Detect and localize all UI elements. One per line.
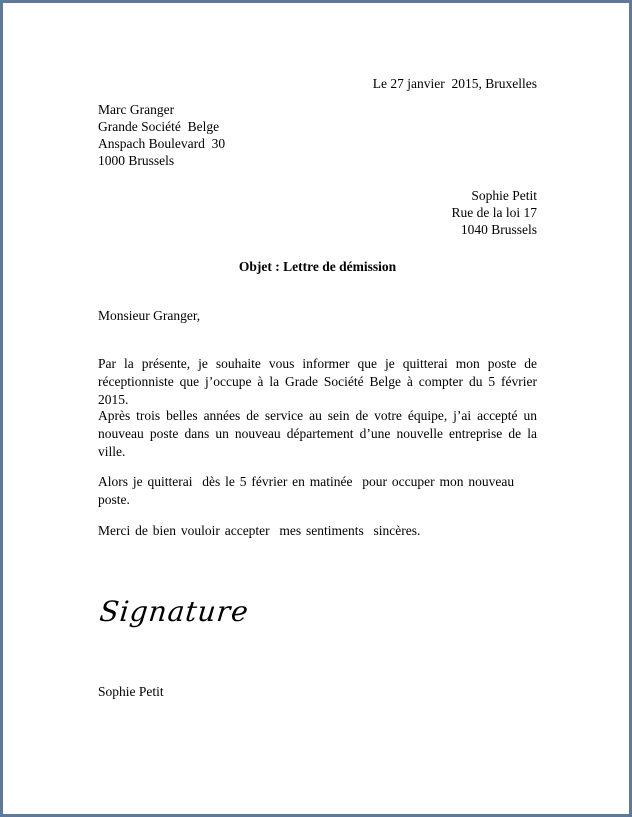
recipient-company: Grande Société Belge bbox=[98, 119, 220, 134]
signature-name: Sophie Petit bbox=[98, 684, 164, 699]
subject-line: Objet : Lettre de démission bbox=[238, 259, 397, 274]
body-paragraph-1: Par la présente, je souhaite vous informer que je quitterai mon poste de réceptionniste que j’occupe à la Grade Société Belge à compter du 5 février 2015. bbox=[98, 356, 537, 407]
salutation: Monsieur Granger, bbox=[98, 308, 201, 323]
body-paragraph-4: Merci de bien vouloir accepter mes sentiments sincères. bbox=[98, 523, 421, 538]
body-paragraph-2: Après trois belles années de service au sein de votre équipe, j’ai accepté un nouveau poste dans un nouveau département d’une nouvelle entreprise de la ville. bbox=[98, 408, 537, 459]
recipient-name: Marc Granger bbox=[98, 102, 175, 117]
body-paragraph-3: Alors je quitterai dès le 5 février en matinée pour occuper mon nouveau poste. bbox=[98, 474, 519, 507]
date-line: Le 27 janvier 2015, Bruxelles bbox=[372, 76, 537, 91]
recipient-address bbox=[98, 101, 537, 169]
sender-city: 1040 Brussels bbox=[460, 222, 537, 237]
sender-street: Rue de la loi 17 bbox=[451, 205, 537, 220]
recipient-street: Anspach Boulevard 30 bbox=[98, 136, 226, 151]
recipient-city: 1000 Brussels bbox=[98, 153, 175, 168]
sender-name: Sophie Petit bbox=[471, 188, 537, 203]
signature-script: Signature bbox=[98, 595, 251, 628]
sender-address bbox=[98, 187, 537, 238]
